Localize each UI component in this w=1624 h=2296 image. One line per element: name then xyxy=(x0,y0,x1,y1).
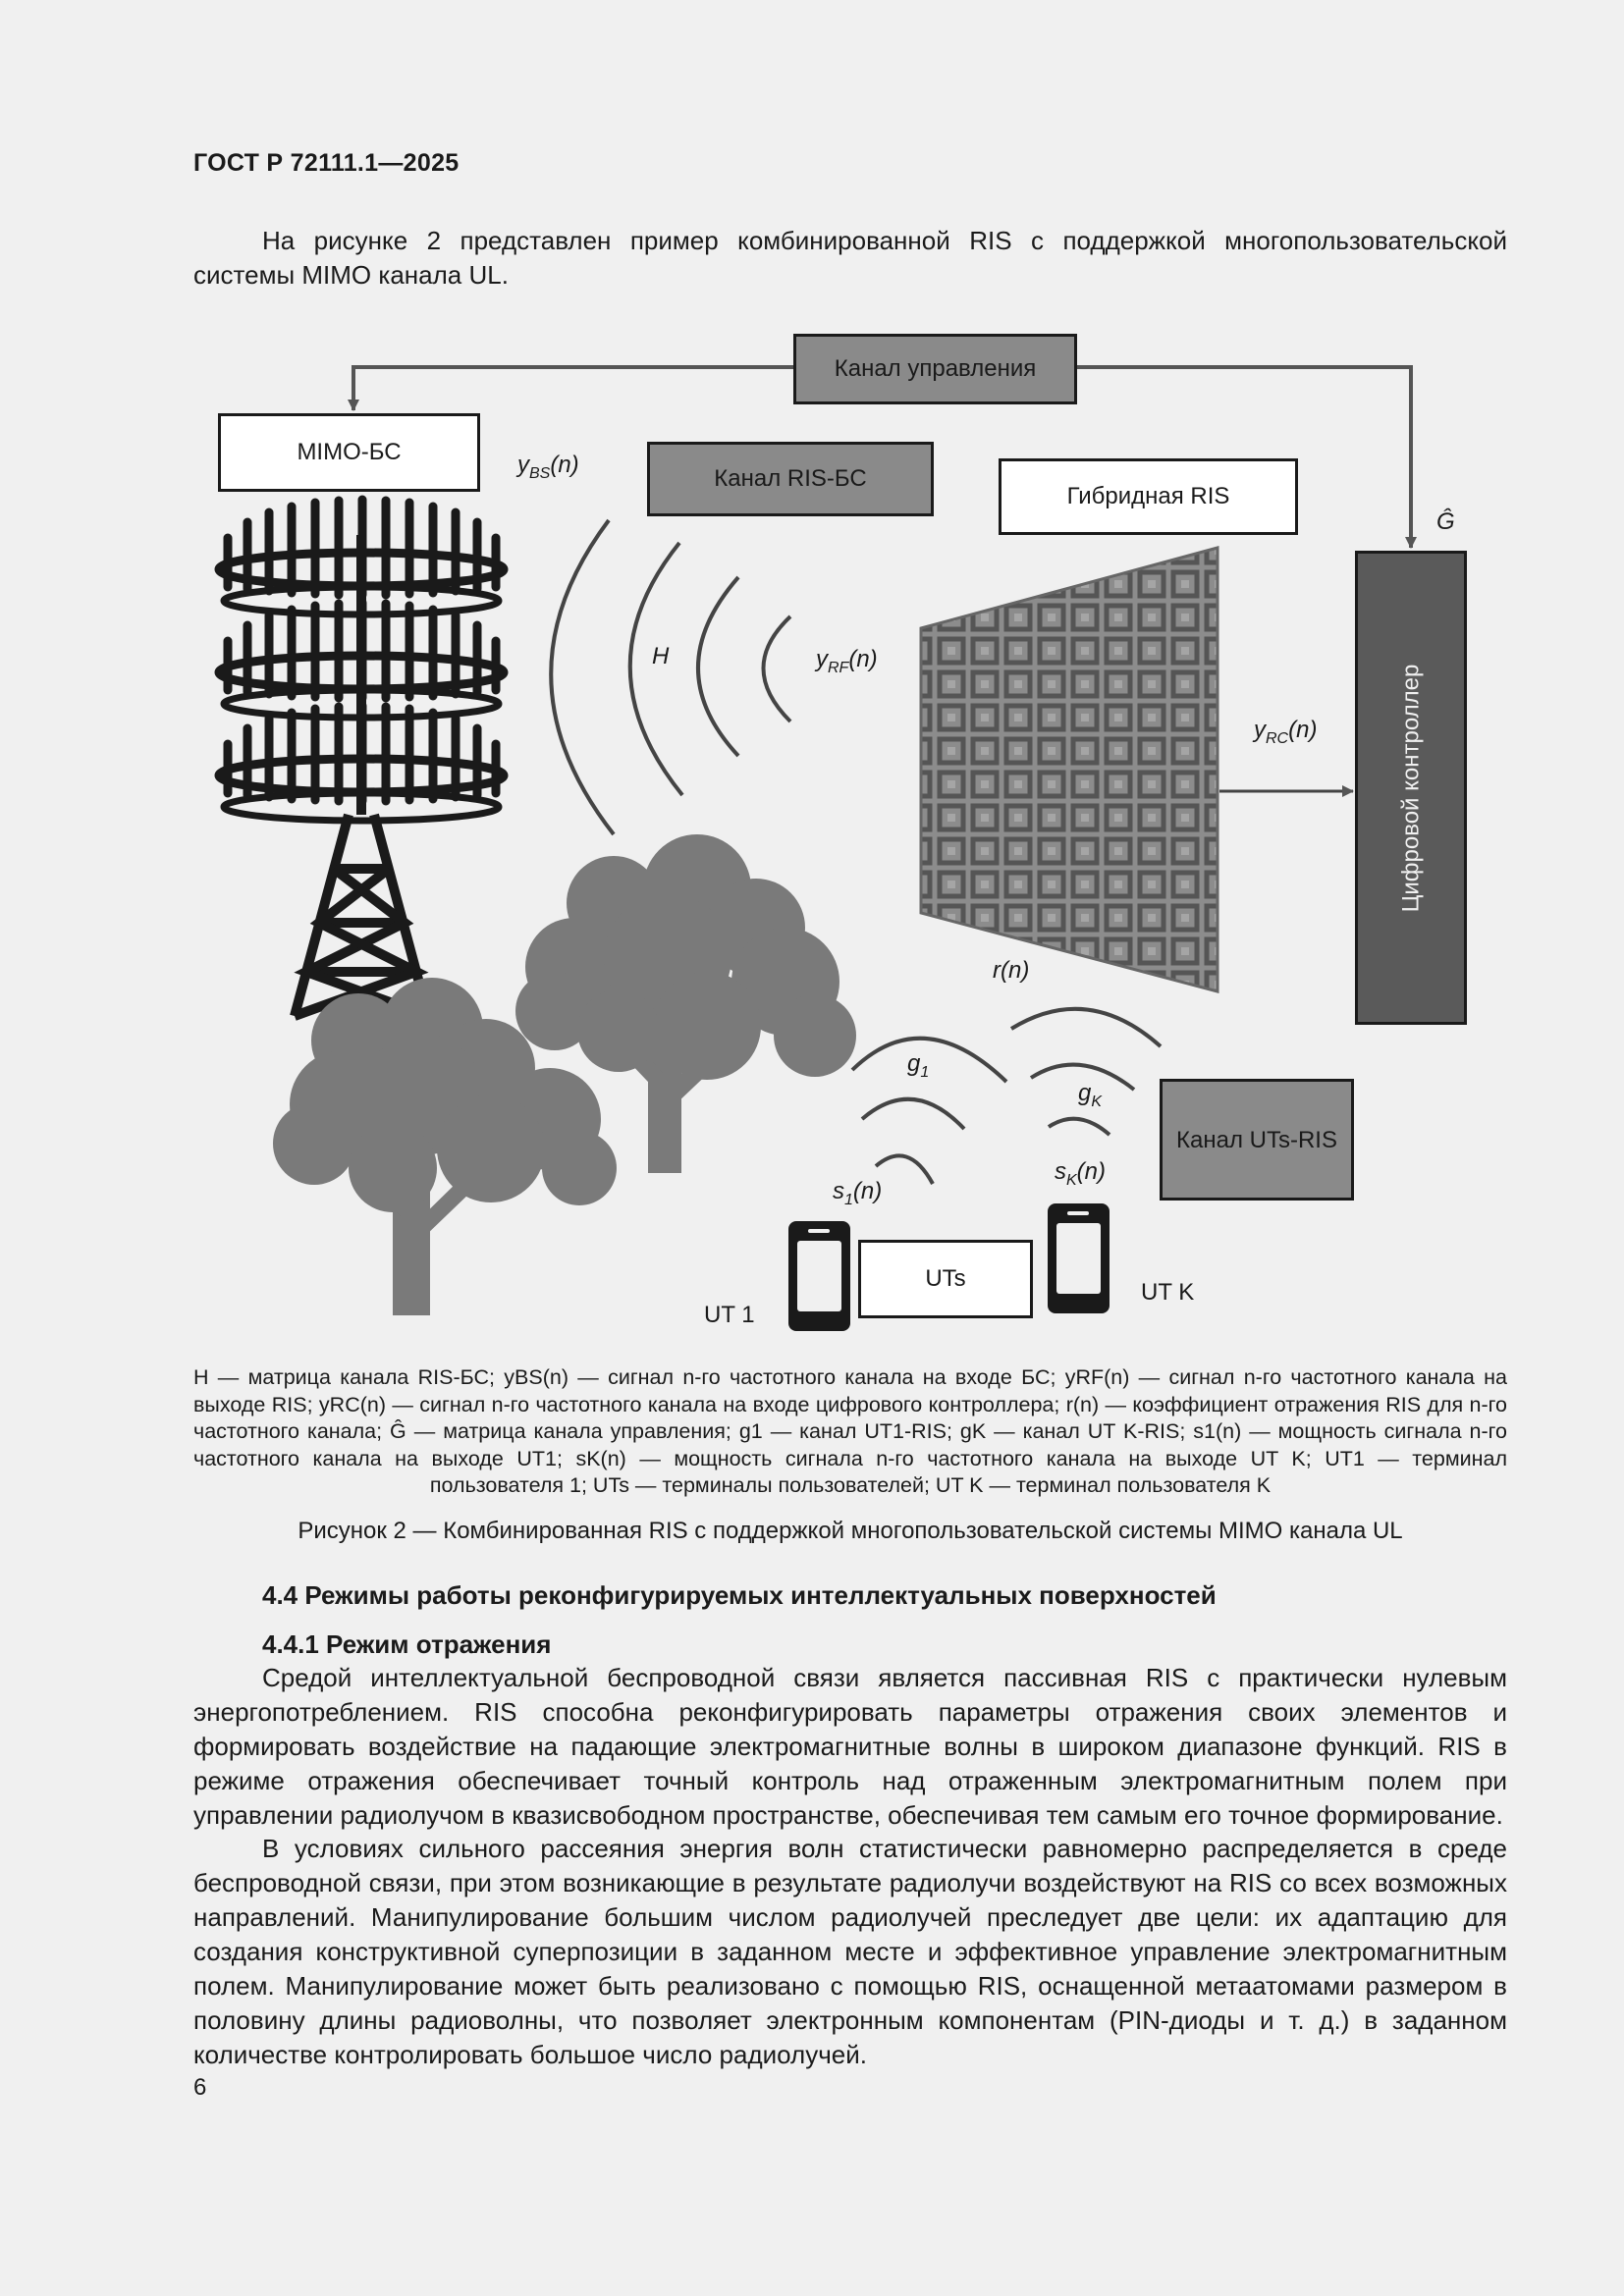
wave-arcs-uts xyxy=(852,1009,1161,1184)
ris-panel xyxy=(921,548,1218,991)
control-channel-box: Канал управления xyxy=(793,334,1077,404)
figure-caption: Рисунок 2 — Комбинированная RIS с поддержкой многопользовательской системы MIMO канала UL xyxy=(298,1518,1403,1544)
page-number: 6 xyxy=(193,2074,207,2101)
intro-paragraph: На рисунке 2 представлен пример комбинированной RIS с поддержкой многопользовательской системы MIMO канала UL. xyxy=(193,226,1507,290)
label-s1: $s_1(n)$ xyxy=(833,1178,883,1208)
uts-ris-channel-box: Канал UTs-RIS xyxy=(1160,1079,1354,1201)
phone-utk-icon xyxy=(1048,1203,1110,1313)
label-utk: UT K xyxy=(1141,1279,1195,1306)
section-heading-4-4-1: 4.4.1 Режим отражения xyxy=(262,1629,552,1659)
antenna-tower-icon xyxy=(219,500,504,1016)
label-y-bs: $y_{BS}(n)$ xyxy=(517,452,579,482)
digital-controller-box xyxy=(1355,551,1467,1025)
label-y-rc: $y_{RC}(n)$ xyxy=(1254,717,1318,747)
uts-box: UTs xyxy=(858,1240,1033,1318)
phone-ut1-icon xyxy=(788,1221,850,1331)
label-sk: $s_K(n)$ xyxy=(1055,1158,1107,1189)
label-ut1: UT 1 xyxy=(704,1302,755,1328)
hybrid-ris-box: Гибридная RIS xyxy=(999,458,1298,535)
section-heading-4-4: 4.4 Режимы работы реконфигурируемых интеллектуальных поверхностей xyxy=(262,1580,1217,1610)
ris-bs-channel-box: Канал RIS-БС xyxy=(647,442,934,516)
wave-arcs-bs xyxy=(551,520,790,834)
paragraph-2: В условиях сильного рассеяния энергия волн статистически равномерно распределяется в среде беспроводной связи, при этом возникающие в результате радиолучи воздействуют на RIS со всех возможных направлений. Манипулирование большим числом радиолучей преследует две цели: их адаптацию для создания конструктивной суперпозиции в заданном месте и эффективное управление электромагнитным полем. Манипулирование может быть реализовано с помощью RIS, оснащенной метаатомами размером в половину длины радиоволны, что позволяет электронным компонентам (PIN-диоды и т. д.) в заданном количестве контролировать большое число радиолучей. xyxy=(193,1834,1507,2069)
label-y-rf: $y_{RF}(n)$ xyxy=(816,646,878,676)
label-g-hat: Ĝ xyxy=(1436,508,1455,535)
mimo-bs-box: MIMO-БС xyxy=(218,413,480,492)
paragraph-1: Средой интеллектуальной беспроводной связи является пассивная RIS с практически нулевым энергопотреблением. RIS способна реконфигурировать параметры отражения своих элементов и формировать воздействие на падающие электромагнитные волны в широком диапазоне функций. RIS в режиме отражения обеспечивает точный контроль над отраженным электромагнитным полем при управлении радиолучом в квазисвободном пространстве, обеспечивая тем самым его точное формирование. xyxy=(193,1663,1507,1830)
label-h: H xyxy=(652,643,670,669)
label-r-n: r(n) xyxy=(993,957,1030,984)
document-header: ГОСТ Р 72111.1—2025 xyxy=(193,149,460,177)
label-gk: $g_K$ xyxy=(1078,1080,1103,1110)
digital-controller-label: Цифровой контроллер xyxy=(1397,664,1424,912)
figure-legend: H — матрица канала RIS-БС; yBS(n) — сигнал n-го частотного канала на входе БС; yRF(n) — сигнал n-го частотного канала на выходе RIS; yRC(n) — сигнал n-го частотного канала на входе цифрового контроллера; r(n) — коэффициент отражения RIS для n-го частотного канала; Ĝ — матрица канала управления; g1 — канал UT1-RIS; gK — канал UT K-RIS; s1(n) — мощность сигнала n-го частотного канала на выходе UT1; sK(n) — мощность сигнала n-го частотного канала на выходе UT K; UT1 — терминал пользователя 1; UTs — терминалы пользователей; UT K — терминал пользователя K xyxy=(193,1365,1507,1497)
label-g1: $g_1$ xyxy=(907,1050,930,1081)
